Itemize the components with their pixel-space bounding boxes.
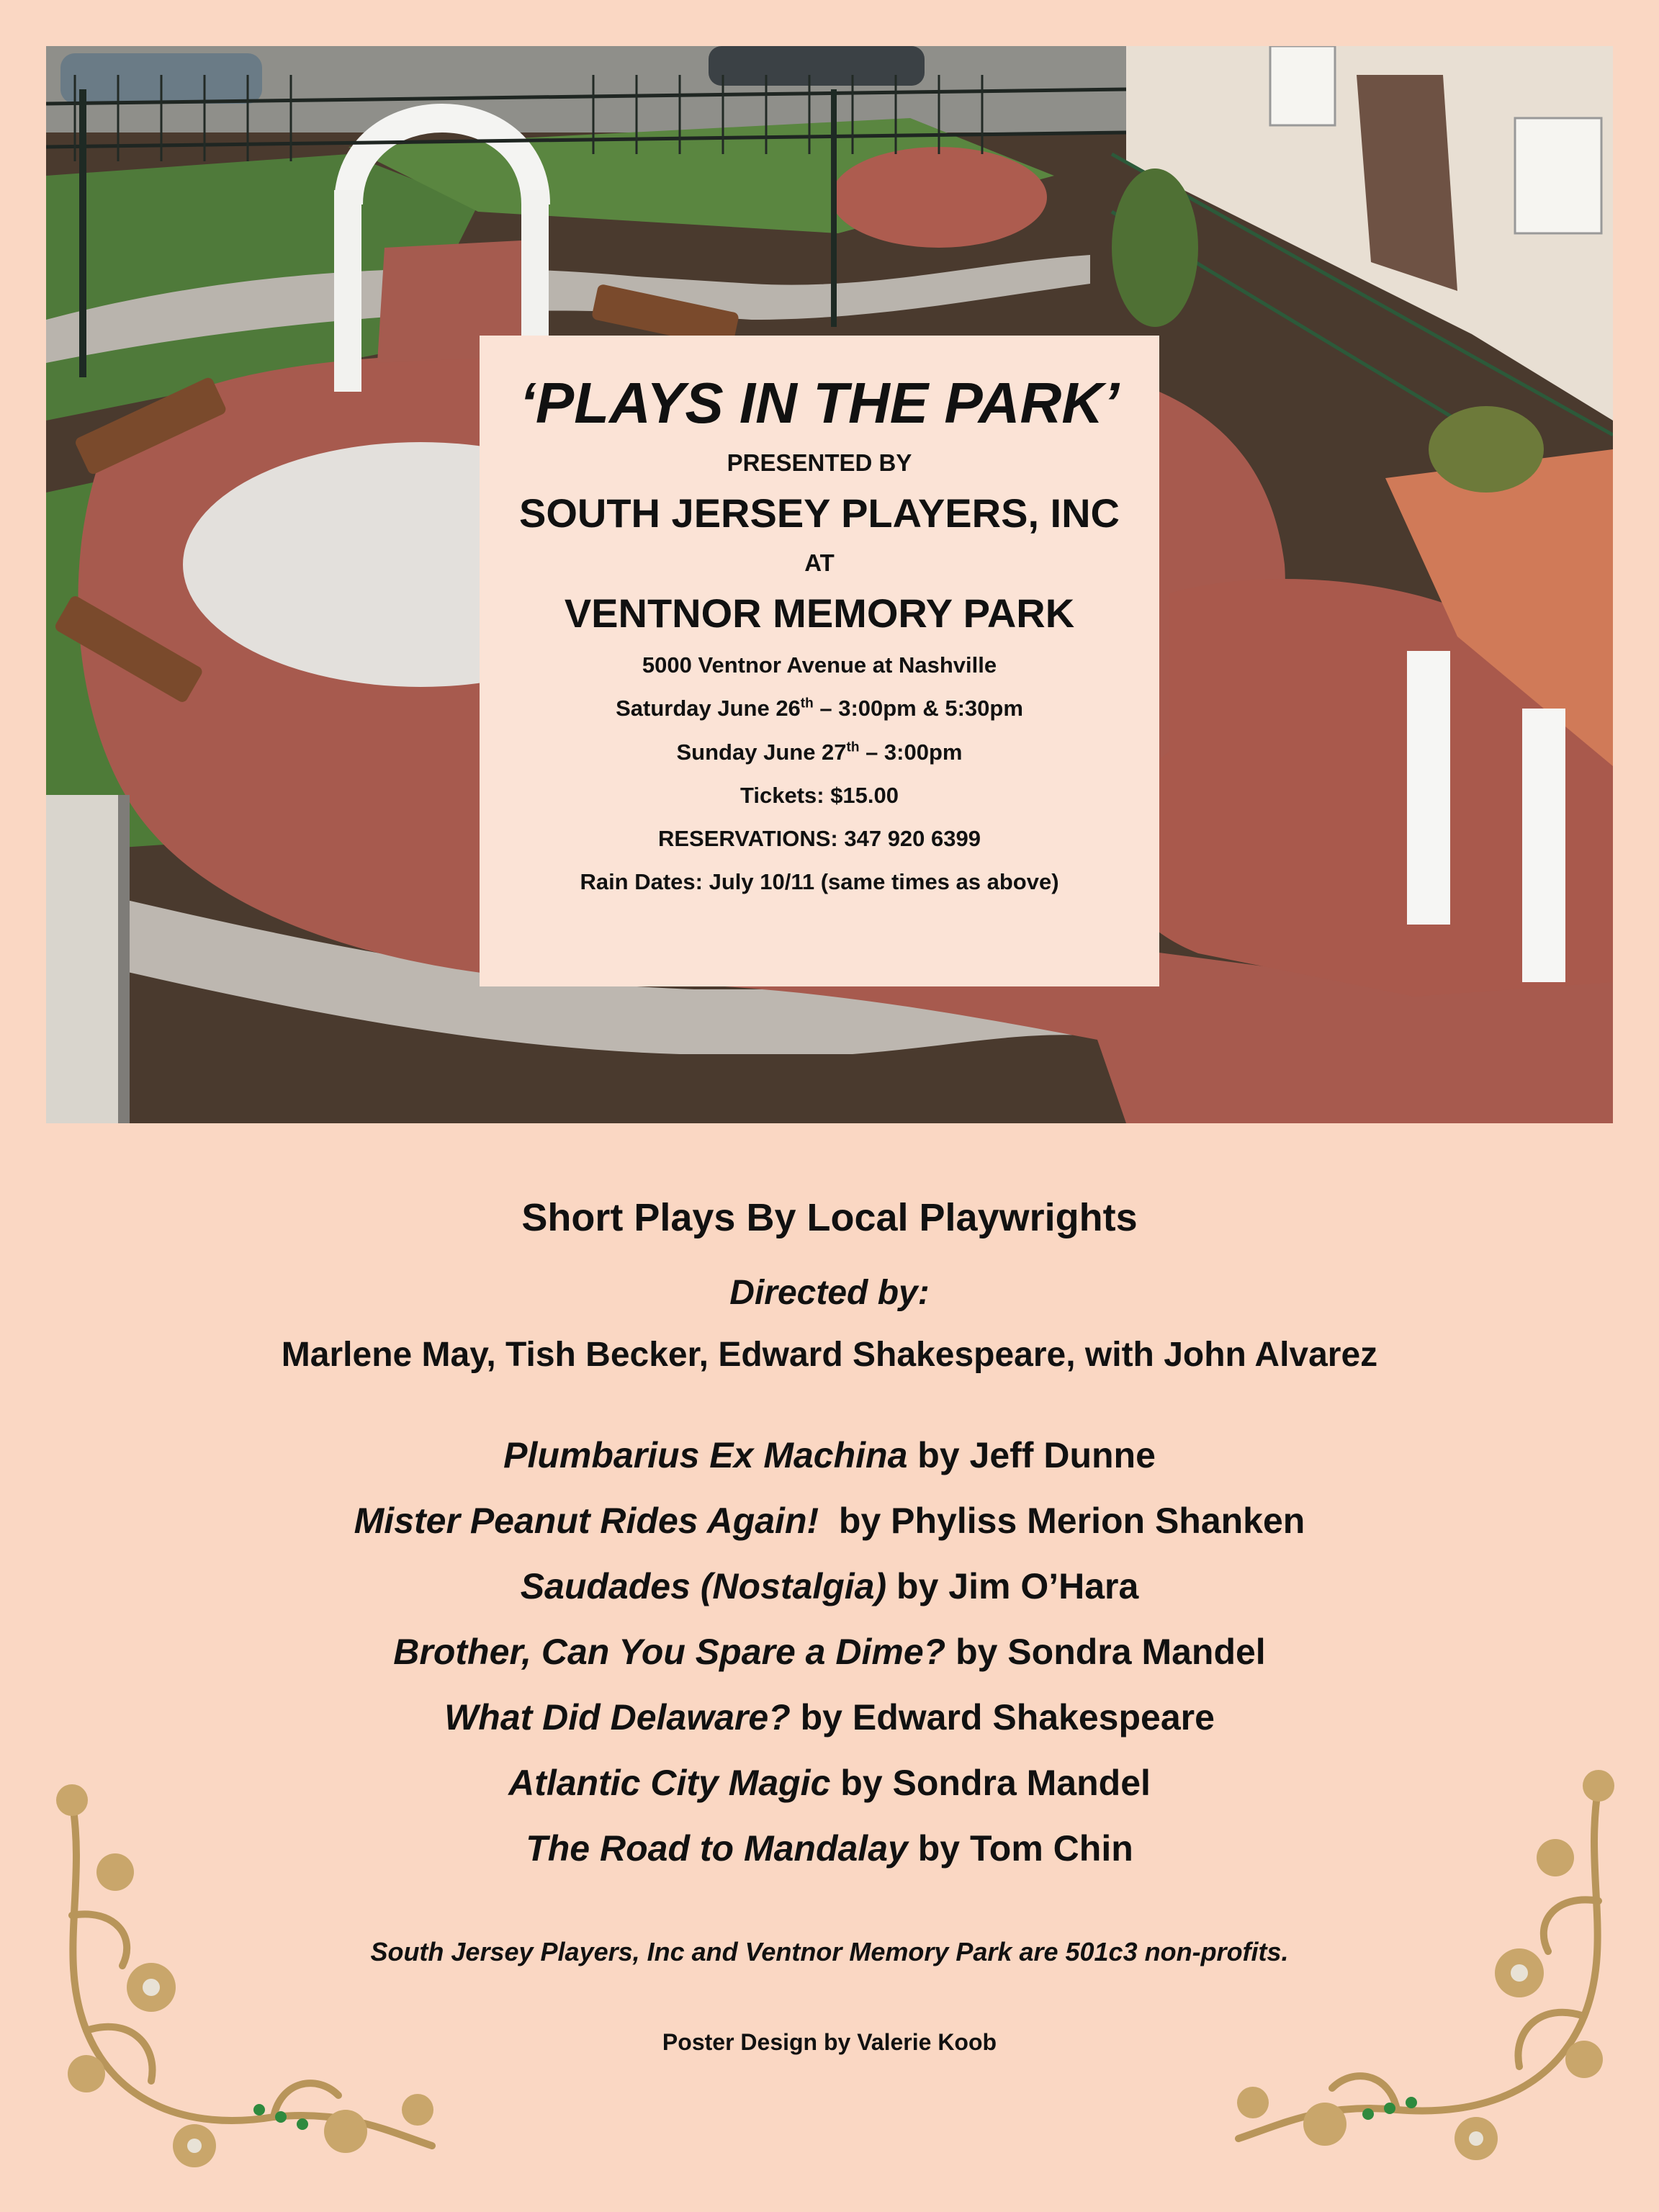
floral-ornament-left-icon [43,1771,461,2175]
venue-name: VENTNOR MEMORY PARK [564,590,1075,636]
organization-name: SOUTH JERSEY PLAYERS, INC [518,490,1120,536]
play-author: by Sondra Mandel [945,1632,1266,1672]
at-label: AT [804,549,835,576]
floral-ornament-right-icon [1224,1757,1627,2175]
play-item [0,1695,1659,1761]
play-item [0,1433,1659,1498]
event-info-box [480,336,1159,986]
show-date-2-times: – 3:00pm [859,739,963,765]
nonprofit-note: South Jersey Players, Inc and Ventnor Memory Park are 501c3 non-profits. [370,1937,1289,1966]
design-credit: Poster Design by Valerie Koob [662,2029,997,2055]
play-author: by Tom Chin [907,1828,1133,1869]
show-date-1-times: – 3:00pm & 5:30pm [813,696,1023,721]
play-item [0,1629,1659,1695]
program-heading: Short Plays By Local Playwrights [521,1196,1138,1239]
show-date-2-ordinal: th [846,739,860,755]
show-date-1 [480,694,1159,723]
presented-by-label: PRESENTED BY [727,449,912,476]
play-author: by Jim O’Hara [886,1566,1139,1606]
play-item [0,1564,1659,1629]
show-date-2 [480,738,1159,767]
directors-list: Marlene May, Tish Becker, Edward Shakespeare, with John Alvarez [281,1336,1378,1374]
play-item [0,1498,1659,1564]
show-date-1-day: Saturday June 26 [616,696,801,721]
play-author: by Edward Shakespeare [790,1697,1215,1737]
poster-title: ‘PLAYS IN THE PARK’ [519,371,1120,435]
play-title: Brother, Can You Spare a Dime? [393,1632,946,1672]
play-title: Plumbarius Ex Machina [503,1435,908,1475]
play-author: by Jeff Dunne [907,1435,1156,1475]
play-title: The Road to Mandalay [526,1828,908,1869]
ticket-price: Tickets: $15.00 [739,782,899,808]
reservations-phone: RESERVATIONS: 347 920 6399 [657,826,981,852]
play-author: by Sondra Mandel [830,1763,1151,1803]
play-author: by Phyliss Merion Shanken [819,1501,1305,1541]
rain-dates: Rain Dates: July 10/11 (same times as above) [580,869,1059,895]
show-date-1-ordinal: th [800,696,814,711]
play-title: Atlantic City Magic [508,1763,831,1803]
venue-address: 5000 Ventnor Avenue at Nashville [642,652,997,678]
show-date-2-day: Sunday June 27 [676,739,847,765]
play-title: Mister Peanut Rides Again! [354,1501,819,1541]
play-title: Saudades (Nostalgia) [520,1566,887,1606]
directed-by-label: Directed by: [729,1274,930,1312]
play-title: What Did Delaware? [444,1697,791,1737]
